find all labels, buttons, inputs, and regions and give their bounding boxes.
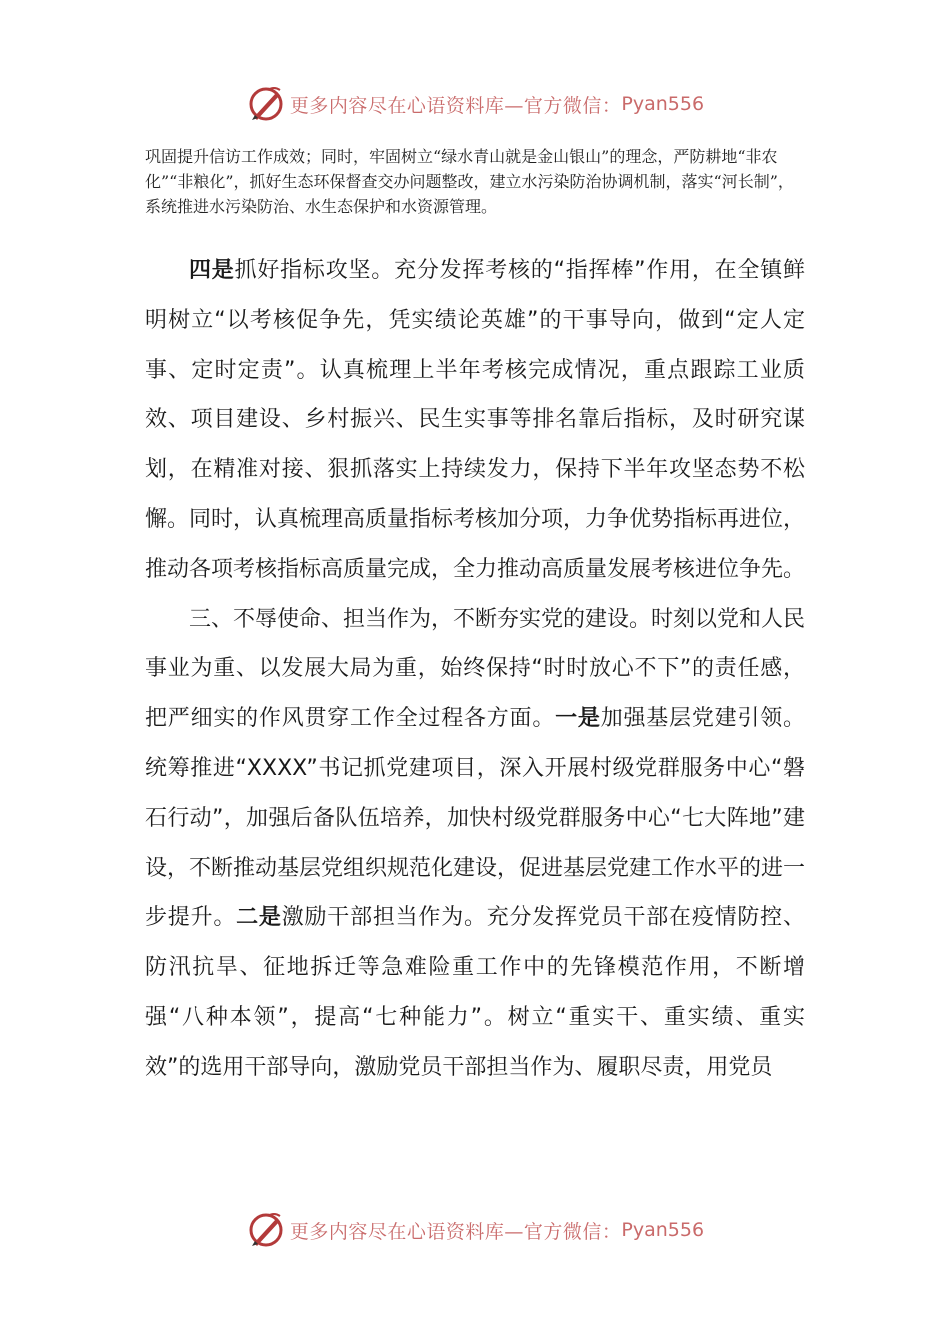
banner-text: 更多内容尽在心语资料库—官方微信： <box>289 94 622 117</box>
banner-wechat-handle: Pyan556 <box>621 1219 705 1241</box>
footer-watermark-banner <box>0 1208 950 1252</box>
intro-paragraph: 巩固提升信访工作成效；同时，牢固树立“绿水青山就是金山银山”的理念，严防耕地“非农化”“非粮化”，抓好生态环保督查交办问题整改，建立水污染防治协调机制，落实“河长制”，系统推进水污染防治、水生态保护和水资源管理。 <box>145 147 794 216</box>
section-three-lead-two: 二是 <box>236 905 282 931</box>
paragraph-four-text: 抓好指标攻坚。充分发挥考核的“指挥棒”作用，在全镇鲜明树立“以考核促争先，凭实绩论英雄”的干事导向，做到“定人定事、定时定责”。认真梳理上半年考核完成情况，重点跟踪工业质效、项目建设、乡村振兴、民生实事等排名靠后指标，及时研究谋划，在精准对接、狠抓落实上持续发力，保持下半年攻坚态势不松懈。同时，认真梳理高质量指标考核加分项，力争优势指标再进位，推动各项考核指标高质量完成，全力推动高质量发展考核进位争先。 <box>145 258 806 582</box>
paragraph-four <box>145 246 805 595</box>
section-three-paragraph <box>145 595 805 1093</box>
banner-text: 更多内容尽在心语资料库—官方微信： <box>289 1220 622 1243</box>
section-three-intro: 三、不辱使命、担当作为，不断夯实党的建设。时刻以党和人民事业为重、以发展大局为重，始终保持“时时放心不下”的责任感，把严细实的作风贯穿工作全过程各方面。 <box>145 606 806 732</box>
paragraph-four-lead: 四是 <box>189 258 235 283</box>
pen-logo-icon <box>246 1210 286 1250</box>
section-three-point-two: 激励干部担当作为。充分发挥党员干部在疫情防控、防汛抗旱、征地拆迁等急难险重工作中的先锋模范作用，不断增强“八种本领”，提高“七种能力”。树立“重实干、重实绩、重实效”的选用干部导向，激励党员干部担当作为、履职尽责，用党员 <box>145 905 805 1080</box>
banner-wechat-handle: Pyan556 <box>621 93 705 115</box>
section-three-point-one: 加强基层党建引领。统筹推进“XXXX”书记抓党建项目，深入开展村级党群服务中心“磐石行动”，加强后备队伍培养，加快村级党群服务中心“七大阵地”建设，不断推动基层党组织规范化建设，促进基层党建工作水平的进一步提升。 <box>145 706 806 931</box>
document-body <box>145 246 805 1093</box>
section-three-lead-one: 一是 <box>555 706 601 732</box>
pen-logo-icon <box>246 84 286 124</box>
header-watermark-banner <box>0 82 950 126</box>
